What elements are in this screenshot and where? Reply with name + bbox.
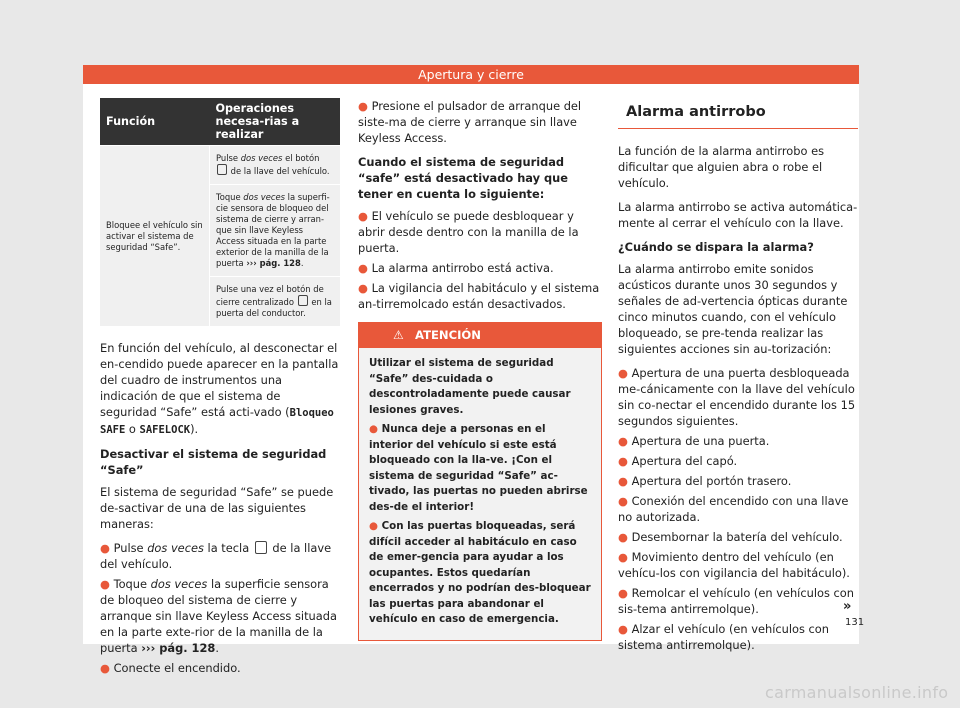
warning-item: ● Con las puertas bloqueadas, será difícil acceder al habitáculo en caso de emer-gencia para ayudar a los ocupantes. Estos quedarían encerrados y no podrían des-bloquear las puertas para abandonar el vehículo en caso de emergencia. [369, 520, 591, 625]
lock-key-icon [255, 541, 267, 554]
list-item: ● Apertura del capó. [618, 454, 738, 468]
lock-key-icon [217, 164, 227, 175]
list-item: ● La vigilancia del habitáculo y el sistema an-tirremolcado están desactivados. [358, 281, 600, 311]
page-link[interactable]: ››› pág. 128 [246, 258, 301, 268]
list-item: ● Apertura de una puerta. [618, 434, 770, 448]
list-item: ● Movimiento dentro del vehículo (en vehícu-los con vigilancia del habitáculo). [618, 550, 850, 580]
paragraph-deactivate: El sistema de seguridad “Safe” se puede de-sactivar de una de las siguientes maneras: [100, 485, 334, 531]
list-item: ● Remolcar el vehículo (en vehículos con sis-tema antirremolque). [618, 586, 854, 616]
heading-alarm-trigger: ¿Cuándo se dispara la alarma? [618, 240, 814, 254]
section-title-alarm: Alarma antirrobo [618, 98, 858, 129]
list-item: ● Conecte el encendido. [100, 661, 241, 675]
heading-safe-deactivated: Cuando el sistema de seguridad “safe” está desactivado hay que tener en cuenta lo siguiente: [358, 155, 569, 201]
table-cell-op-3: Pulse una vez el botón de cierre centralizado en la puerta del conductor. [210, 277, 341, 327]
list-item: ● La alarma antirrobo está activa. [358, 261, 554, 275]
paragraph-alarm-1: La función de la alarma antirrobo es dificultar que alguien abra o robe el vehículo. [618, 144, 825, 190]
warning-text: Utilizar el sistema de seguridad “Safe” des-cuidada o descontroladamente puede causar lesiones graves. [369, 357, 571, 416]
heading-deactivate-safe: Desactivar el sistema de seguridad “Safe” [100, 447, 327, 477]
warning-body [359, 348, 601, 640]
continued-indicator: » [843, 599, 852, 614]
column-right [618, 98, 858, 657]
list-item: ● Alzar el vehículo (en vehículos con sistema antirremolque). [618, 622, 829, 652]
list-item: ● Conexión del encendido con una llave no autorizada. [618, 494, 849, 524]
function-table [100, 98, 340, 326]
table-header-operations: Operaciones necesa-rias a realizar [210, 98, 341, 146]
warning-item: ● Nunca deje a personas en el interior del vehículo si este está bloqueado con la lla-ve. ¡Con el sistema de seguridad “Safe” ac-tivado, las puertas no pueden abrirse des-de el interior! [369, 423, 588, 513]
warning-header: ⚠ ATENCIÓN [359, 323, 601, 348]
page-link[interactable]: ››› pág. 128 [141, 641, 216, 655]
warning-box [358, 322, 602, 641]
column-middle [358, 98, 602, 641]
watermark: carmanualsonline.info [765, 683, 949, 702]
table-cell-op-2: Toque dos veces la superfi-cie sensora de bloqueo del sistema de cierre y arran-que sin llave Keyless Access situada en la parte exterior de la manilla de la puerta ››› pág. 128. [210, 185, 341, 277]
central-lock-icon [298, 295, 308, 306]
table-header-function: Función [100, 98, 210, 146]
list-item: ● Pulse dos veces la tecla de la llave del vehículo. [100, 541, 332, 571]
page-number: 131 [845, 617, 865, 628]
table-cell-function: Bloquee el vehículo sin activar el sistema de seguridad “Safe”. [100, 146, 210, 327]
column-left [100, 98, 340, 680]
list-item: ● Toque dos veces la superficie sensora de bloqueo del sistema de cierre y arranque sin llave Keyless Access situada en la parte exte-rior de la manilla de la puerta ››› pág. 128. [100, 577, 337, 655]
list-item: ● El vehículo se puede desbloquear y abrir desde dentro con la manilla de la puerta. [358, 209, 579, 255]
section-header: Apertura y cierre [83, 65, 859, 84]
warning-triangle-icon: ⚠ [393, 328, 404, 342]
list-item: ● Desembornar la batería del vehículo. [618, 530, 843, 544]
paragraph-alarm-2: La alarma antirrobo se activa automática-mente al cerrar el vehículo con la llave. [618, 200, 858, 230]
table-cell-op-1: Pulse dos veces el botón de la llave del vehículo. [210, 146, 341, 185]
paragraph-alarm-3: La alarma antirrobo emite sonidos acústicos durante unos 30 segundos y señales de ad-vertencia ópticas durante cinco minutos cuando, con el vehículo bloqueado, se pre-tenda realizar las siguientes acciones sin au-torización: [618, 262, 848, 356]
paragraph-safe-indicator: En función del vehículo, al desconectar el en-cendido puede aparecer en la pantalla del cuadro de instrumentos una indicación de que el sistema de seguridad “Safe” está acti-vado (Bloqueo SAFE o SAFELOCK). [100, 341, 339, 436]
list-item: ● Apertura de una puerta desbloqueada me-cánicamente con la llave del vehículo sin co-nectar el encendido durante los 15 segundos siguientes. [618, 366, 856, 428]
list-item: ● Presione el pulsador de arranque del siste-ma de cierre y arranque sin llave Keyless Access. [358, 99, 582, 145]
list-item: ● Apertura del portón trasero. [618, 474, 792, 488]
